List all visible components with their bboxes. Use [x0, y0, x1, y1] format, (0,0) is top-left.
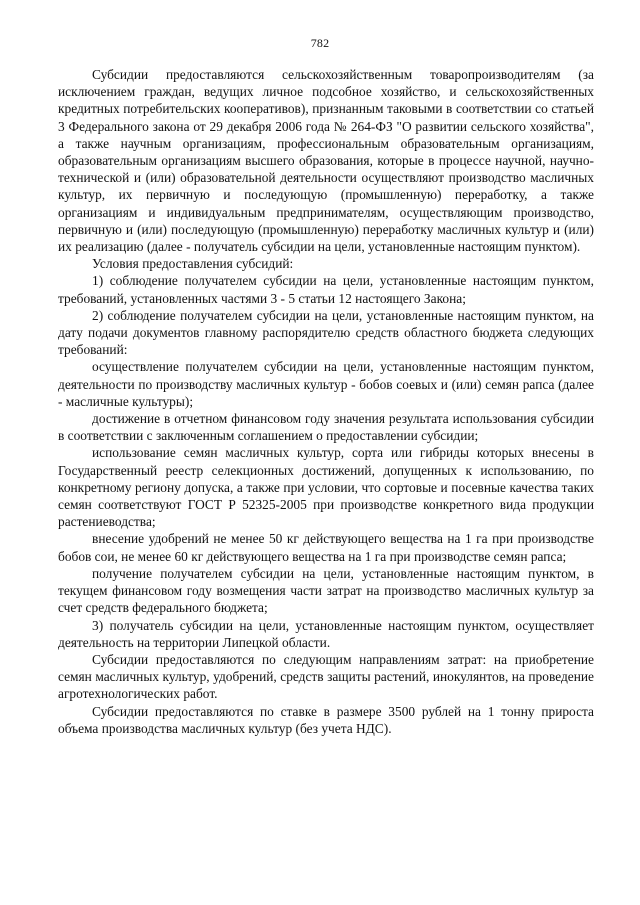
document-body	[58, 66, 594, 737]
paragraph-recipients: Субсидии предоставляются сельскохозяйственным товаропроизводителям (за исключением граждан, ведущих личное подсобное хозяйство, и сельскохозяйственных кредитных потребительских кооперативов), признанным таковыми в соответствии со статьей 3 Федерального закона от 29 декабря 2006 года № 264-ФЗ "О развитии сельского хозяйства", а также научным организациям, профессиональным образовательным организациям, образовательным организациям высшего образования, которые в процессе научной, научно-технической и (или) образовательной деятельности осуществляют производство масличных культур, их первичную и последующую (промышленную) переработку, а также организациям и индивидуальным предпринимателям, осуществляющим производство, первичную и (или) последующую (промышленную) переработку масличных культур и (или) их реализацию (далее - получатель субсидии на цели, установленные настоящим пунктом).	[58, 67, 594, 255]
paragraph-requirement-production: осуществление получателем субсидии на цели, установленные настоящим пунктом, деятельности по производству масличных культур - бобов соевых и (или) семян рапса (далее - масличные культуры);	[58, 359, 594, 409]
paragraph-condition-1: 1) соблюдение получателем субсидии на цели, установленные настоящим пунктом, требований, установленных частями 3 - 5 статьи 12 настоящего Закона;	[58, 273, 594, 306]
page-number: 782	[310, 36, 330, 50]
paragraph-cost-directions: Субсидии предоставляются по следующим направлениям затрат: на приобретение семян масличных культур, удобрений, средств защиты растений, инокулянтов, на проведение агротехнологических работ.	[58, 651, 594, 702]
paragraph-condition-3: 3) получатель субсидии на цели, установленные настоящим пунктом, осуществляет деятельность на территории Липецкой области.	[58, 617, 594, 650]
paragraph-requirement-result: достижение в отчетном финансовом году значения результата использования субсидии в соответствии с заключенным соглашением о предоставлении субсидии;	[58, 411, 594, 444]
paragraph-requirement-federal: получение получателем субсидии на цели, установленные настоящим пунктом, в текущем финансовом году возмещения части затрат на производство масличных культур за счет средств федерального бюджета;	[58, 565, 594, 616]
paragraph-condition-2: 2) соблюдение получателем субсидии на цели, установленные настоящим пунктом, на дату подачи документов главному распорядителю средств областного бюджета следующих требований:	[58, 307, 594, 358]
paragraph-requirement-fertilizer: внесение удобрений не менее 50 кг действующего вещества на 1 га при производстве бобов сои, не менее 60 кг действующего вещества на 1 га при производстве семян рапса;	[58, 531, 594, 564]
paragraph-conditions-heading: Условия предоставления субсидий:	[92, 256, 294, 272]
paragraph-requirement-seeds: использование семян масличных культур, сорта или гибриды которых внесены в Государственный реестр селекционных достижений, допущенных к использованию, по конкретному региону допуска, а также при условии, что сортовые и посевные качества таких семян соответствуют ГОСТ Р 52325-2005 при производстве конкретного вида продукции растениеводства;	[58, 445, 594, 530]
paragraph-rate: Субсидии предоставляются по ставке в размере 3500 рублей на 1 тонну прироста объема производства масличных культур (без учета НДС).	[58, 703, 594, 736]
